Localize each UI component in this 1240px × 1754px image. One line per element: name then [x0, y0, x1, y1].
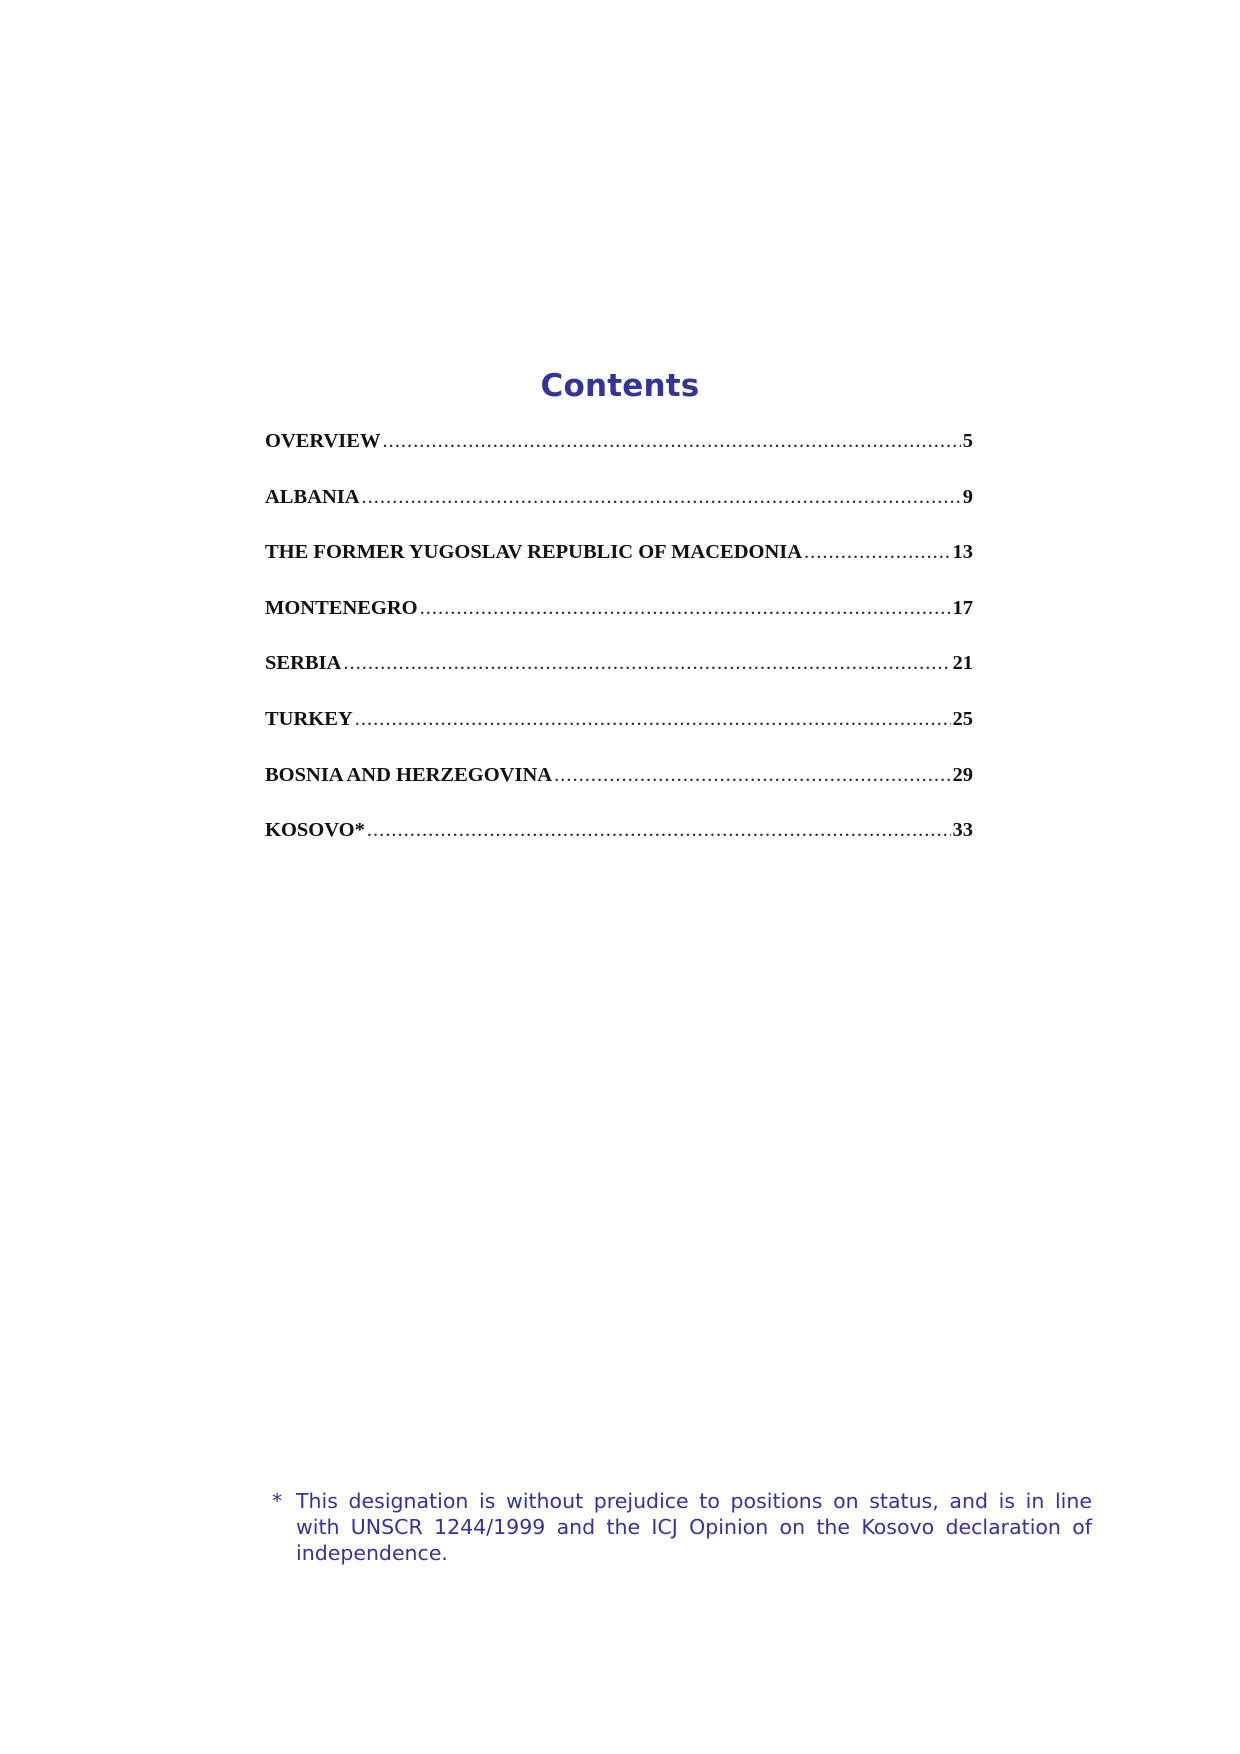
contents-heading: Contents — [540, 368, 700, 404]
toc-dot-leader — [382, 430, 960, 453]
table-of-contents — [265, 430, 973, 875]
kosovo-footnote — [272, 1488, 1092, 1566]
toc-dot-leader — [367, 819, 951, 842]
toc-entry-bosnia-and-herzegovina[interactable] — [265, 764, 973, 820]
toc-page-number: 5 — [962, 430, 973, 452]
toc-dot-leader — [343, 652, 950, 675]
toc-page-number: 21 — [952, 652, 973, 675]
toc-entry-label: BOSNIA AND HERZEGOVINA — [265, 763, 553, 786]
toc-entry-label: TURKEY — [265, 707, 353, 730]
toc-entry-albania[interactable] — [265, 486, 973, 542]
toc-dot-leader — [362, 486, 961, 509]
toc-dot-leader — [554, 764, 950, 787]
toc-entry-turkey[interactable] — [265, 708, 973, 764]
toc-entry-montenegro[interactable] — [265, 597, 973, 653]
toc-entry-serbia[interactable] — [265, 652, 973, 708]
footnote-marker: * — [272, 1489, 283, 1513]
toc-dot-leader — [420, 597, 951, 620]
toc-page-number: 13 — [952, 541, 973, 564]
toc-entry-overview[interactable] — [265, 430, 973, 486]
toc-entry-label: ALBANIA — [265, 485, 360, 508]
toc-dot-leader — [804, 541, 950, 564]
footnote-text: This designation is without prejudice to positions on status, and is in line with UNSCR 1244/1999 and the ICJ Opinion on the Kosovo declaration of independence. — [296, 1489, 1092, 1565]
toc-page-number: 33 — [952, 819, 973, 842]
toc-page-number: 17 — [952, 596, 973, 619]
toc-dot-leader — [355, 708, 951, 731]
toc-entry-label: OVERVIEW — [265, 430, 381, 452]
toc-entry-label: KOSOVO* — [265, 819, 365, 842]
toc-entry-label: THE FORMER YUGOSLAV REPUBLIC OF MACEDONIA — [265, 541, 803, 564]
toc-entry-kosovo[interactable] — [265, 819, 973, 875]
toc-entry-macedonia[interactable] — [265, 541, 973, 597]
toc-entry-label: MONTENEGRO — [265, 596, 418, 619]
toc-entry-label: SERBIA — [265, 652, 342, 675]
toc-page-number: 25 — [952, 707, 973, 730]
toc-page-number: 29 — [952, 763, 973, 786]
toc-page-number: 9 — [962, 485, 973, 508]
